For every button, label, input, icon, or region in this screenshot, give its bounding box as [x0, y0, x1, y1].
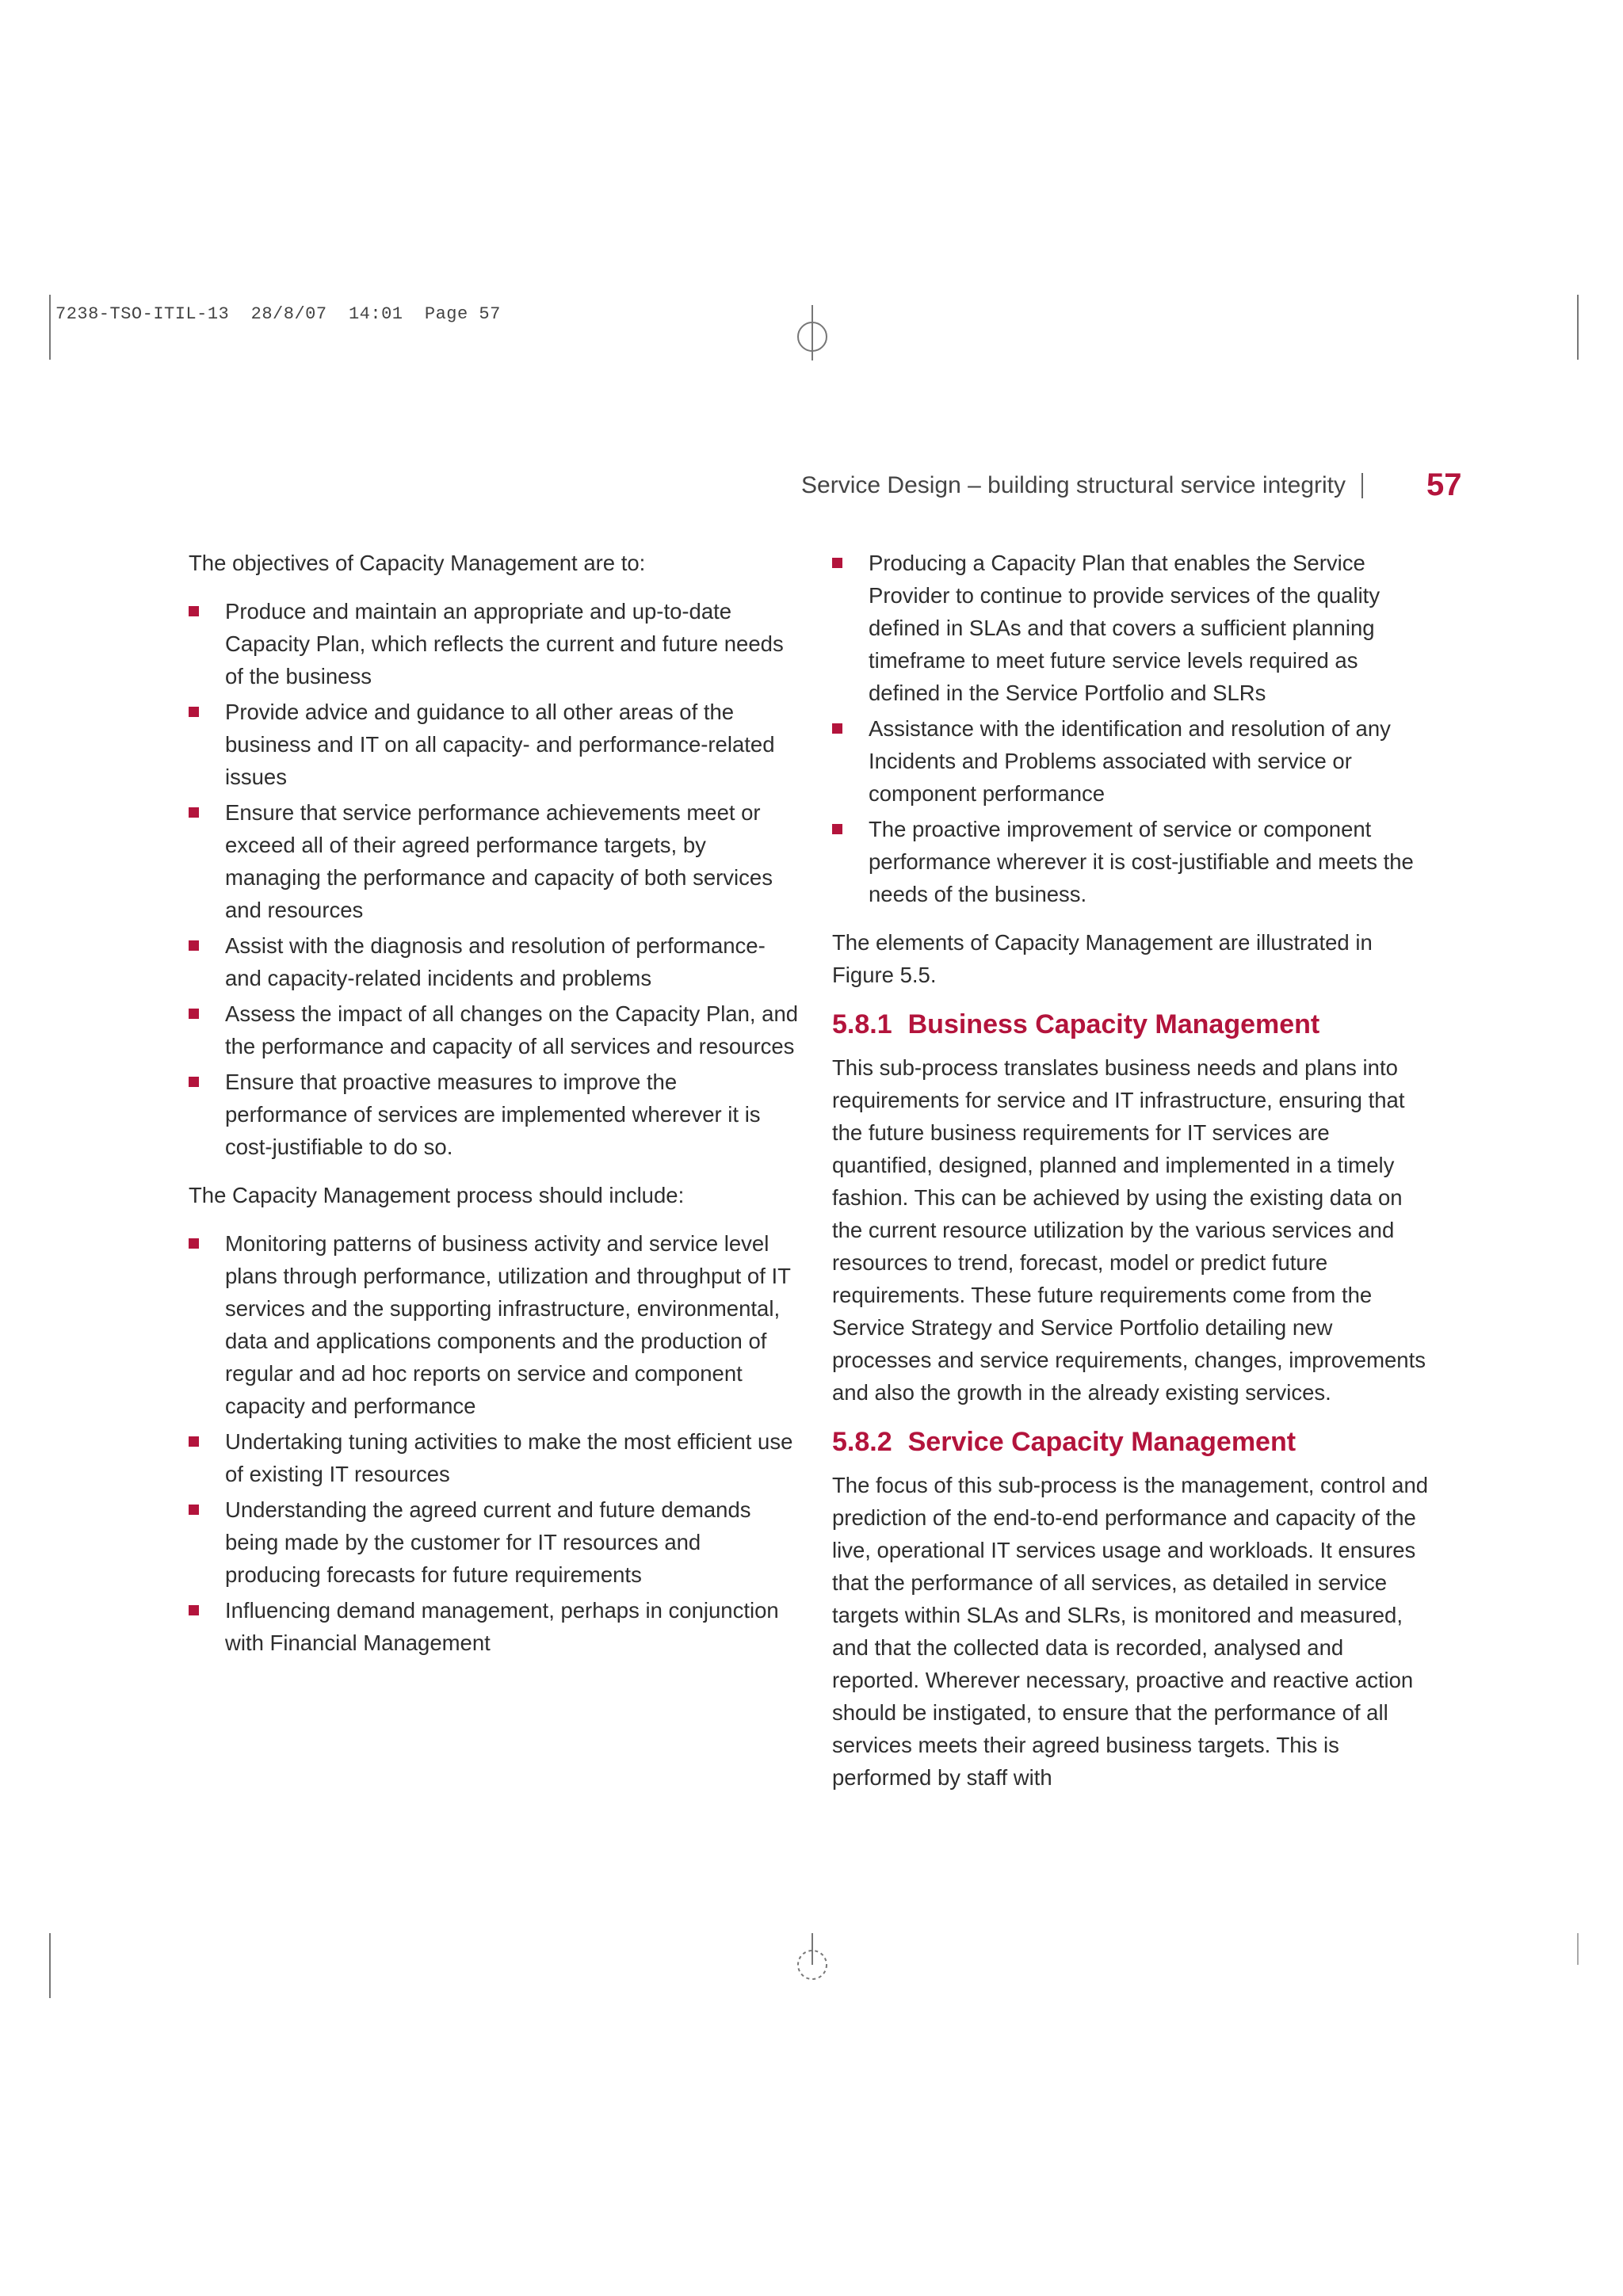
list-item: Ensure that proactive measures to improve the performance of services are implemented wherever it is cost-justifiable to do so. — [189, 1066, 799, 1163]
square-bullet-icon — [189, 707, 199, 717]
section-number: 5.8.2 — [832, 1427, 892, 1457]
list-item: The proactive improvement of service or component performance wherever it is cost-justifiable and meets the needs of the business. — [832, 813, 1434, 910]
running-header-title: Service Design – building structural service integrity — [801, 472, 1346, 498]
square-bullet-icon — [189, 1605, 199, 1615]
elements-paragraph: The elements of Capacity Management are illustrated in Figure 5.5. — [832, 930, 1373, 987]
process-list — [189, 1227, 799, 1659]
square-bullet-icon — [189, 1505, 199, 1515]
section-title: Service Capacity Management — [907, 1427, 1296, 1457]
running-header — [801, 472, 1385, 499]
list-item: Influencing demand management, perhaps in conjunction with Financial Management — [189, 1594, 799, 1659]
section-title: Business Capacity Management — [907, 1009, 1320, 1039]
square-bullet-icon — [832, 558, 842, 568]
list-item: Assistance with the identification and resolution of any Incidents and Problems associated with service or component performance — [832, 712, 1434, 810]
header-separator — [1361, 473, 1363, 498]
list-item: Assess the impact of all changes on the Capacity Plan, and the performance and capacity of all services and resources — [189, 997, 799, 1062]
service-capacity-paragraph: The focus of this sub-process is the management, control and prediction of the end-to-end performance and capacity of the live, operational IT services usage and workloads. It ensures that the performance of all services, as detailed in service targets within SLAs and SLRs, is monitored and measured, and that the collected data is recorded, analysed and reported. Wherever necessary, proactive and reactive action should be instigated, to ensure that the performance of all services meets their agreed business targets. This is performed by staff with — [832, 1473, 1429, 1790]
list-item: Ensure that service performance achievements meet or exceed all of their agreed performance targets, by managing the performance and capacity of both services and resources — [189, 796, 799, 926]
list-item: Produce and maintain an appropriate and up-to-date Capacity Plan, which reflects the current and future needs of the business — [189, 595, 799, 692]
square-bullet-icon — [189, 807, 199, 818]
list-item: Understanding the agreed current and future demands being made by the customer for IT resources and producing forecasts for future requirements — [189, 1493, 799, 1591]
crop-mark-top-right — [1577, 295, 1579, 360]
crop-mark-bottom-left — [49, 1933, 51, 1998]
page-number: 57 — [1426, 467, 1462, 502]
section-heading-service-capacity — [832, 1425, 1434, 1459]
list-item: Monitoring patterns of business activity and service level plans through performance, utilization and throughput of IT services and the supporting infrastructure, environmental, data and applications components and the production of regular and ad hoc reports on service and component capacity and performance — [189, 1227, 799, 1422]
printer-slug: 7238-TSO-ITIL-13 28/8/07 14:01 Page 57 — [55, 304, 501, 324]
left-column — [189, 547, 799, 1675]
process-intro: The Capacity Management process should include: — [189, 1183, 685, 1207]
objectives-list — [189, 595, 799, 1163]
square-bullet-icon — [189, 1436, 199, 1447]
list-item: Undertaking tuning activities to make the most efficient use of existing IT resources — [189, 1425, 799, 1490]
list-item: Producing a Capacity Plan that enables the Service Provider to continue to provide services of the quality defined in SLAs and that covers a sufficient planning timeframe to meet future service levels required as defined in the Service Portfolio and SLRs — [832, 547, 1434, 709]
crop-mark-bottom-right — [1577, 1933, 1579, 1965]
square-bullet-icon — [189, 1077, 199, 1087]
crop-mark-top-left — [49, 295, 51, 360]
business-capacity-paragraph: This sub-process translates business needs and plans into requirements for service and IT infrastructure, ensuring that the future business requirements for IT services are quantified, designed, planned and implemented in a timely fashion. This can be achieved by using the existing data on the current resource utilization by the various services and resources to trend, forecast, model or predict future requirements. These future requirements come from the Service Strategy and Service Portfolio detailing new processes and service requirements, changes, improvements and also the growth in the already existing services. — [832, 1055, 1426, 1405]
objectives-intro: The objectives of Capacity Management are to: — [189, 551, 646, 575]
list-item: Provide advice and guidance to all other areas of the business and IT on all capacity- and performance-related issues — [189, 696, 799, 793]
registration-mark-top-icon — [792, 305, 832, 360]
square-bullet-icon — [189, 606, 199, 616]
registration-mark-bottom-icon — [792, 1933, 832, 1989]
square-bullet-icon — [189, 1238, 199, 1249]
square-bullet-icon — [832, 723, 842, 734]
process-list-continued — [832, 547, 1434, 910]
square-bullet-icon — [832, 824, 842, 834]
right-column — [832, 547, 1434, 1810]
list-item: Assist with the diagnosis and resolution of performance- and capacity-related incidents and problems — [189, 929, 799, 994]
section-heading-business-capacity — [832, 1007, 1434, 1042]
section-number: 5.8.1 — [832, 1009, 892, 1039]
square-bullet-icon — [189, 1009, 199, 1019]
square-bullet-icon — [189, 940, 199, 951]
